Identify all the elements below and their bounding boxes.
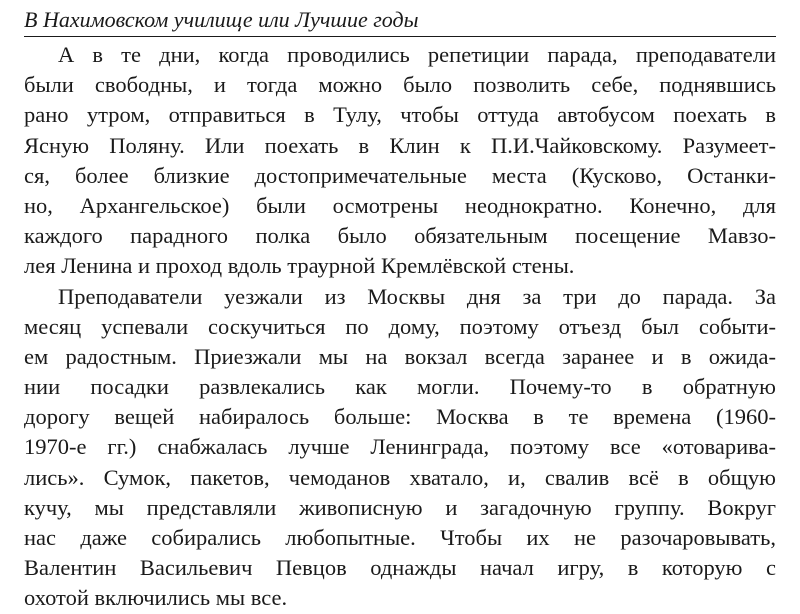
text-line: дорогу вещей набиралось больше: Москва в те времена (1960- [24,404,776,430]
text-line: были свободны, и тогда можно было позволить себе, поднявшись [24,72,776,98]
text-line: лись». Сумок, пакетов, чемоданов хватало, и, свалив всё в общую [24,464,776,490]
text-line: рано утром, отправиться в Тулу, чтобы оттуда автобусом поехать в [24,102,776,128]
text-line: 1970-е гг.) снабжалась лучше Ленинграда, поэтому все «отоварива- [24,434,776,460]
text-line: месяц успевали соскучиться по дому, поэтому отъезд был событи- [24,313,776,339]
text-line: лея Ленина и проход вдоль траурной Кремлёвской стены. [24,253,575,279]
text-line: нас даже собирались любопытные. Чтобы их не разочаровывать, [24,525,776,550]
text-line: но, Архангельское) были осмотрены неоднократно. Конечно, для [24,192,776,218]
header-rule [24,36,776,37]
running-header: В Нахимовском училище или Лучшие годы [24,7,419,32]
text-line: кучу, мы представляли живописную и загадочную группу. Вокруг [24,494,776,520]
text-line: А в те дни, когда проводились репетиции парада, преподаватели [58,42,776,67]
text-line: каждого парадного полка было обязательным посещение Мавзо- [24,223,776,249]
text-line: Преподаватели уезжали из Москвы дня за три до парада. За [58,283,776,309]
text-line: нии посадки развлекались как могли. Почему-то в обратную [24,374,776,400]
text-line: Ясную Поляну. Или поехать в Клин к П.И.Чайковскому. Разумеет- [24,132,776,158]
paragraph-2 [24,282,776,614]
text-line: Валентин Васильевич Певцов однажды начал игру, в которую с [24,555,776,581]
body-text [24,40,776,614]
text-line: ся, более близкие достопримечательные места (Кусково, Останки- [24,162,776,188]
text-line: охотой включились мы все. [24,585,288,611]
text-line: ем радостным. Приезжали мы на вокзал всегда заранее и в ожида- [24,343,776,369]
paragraph-1 [24,40,776,282]
